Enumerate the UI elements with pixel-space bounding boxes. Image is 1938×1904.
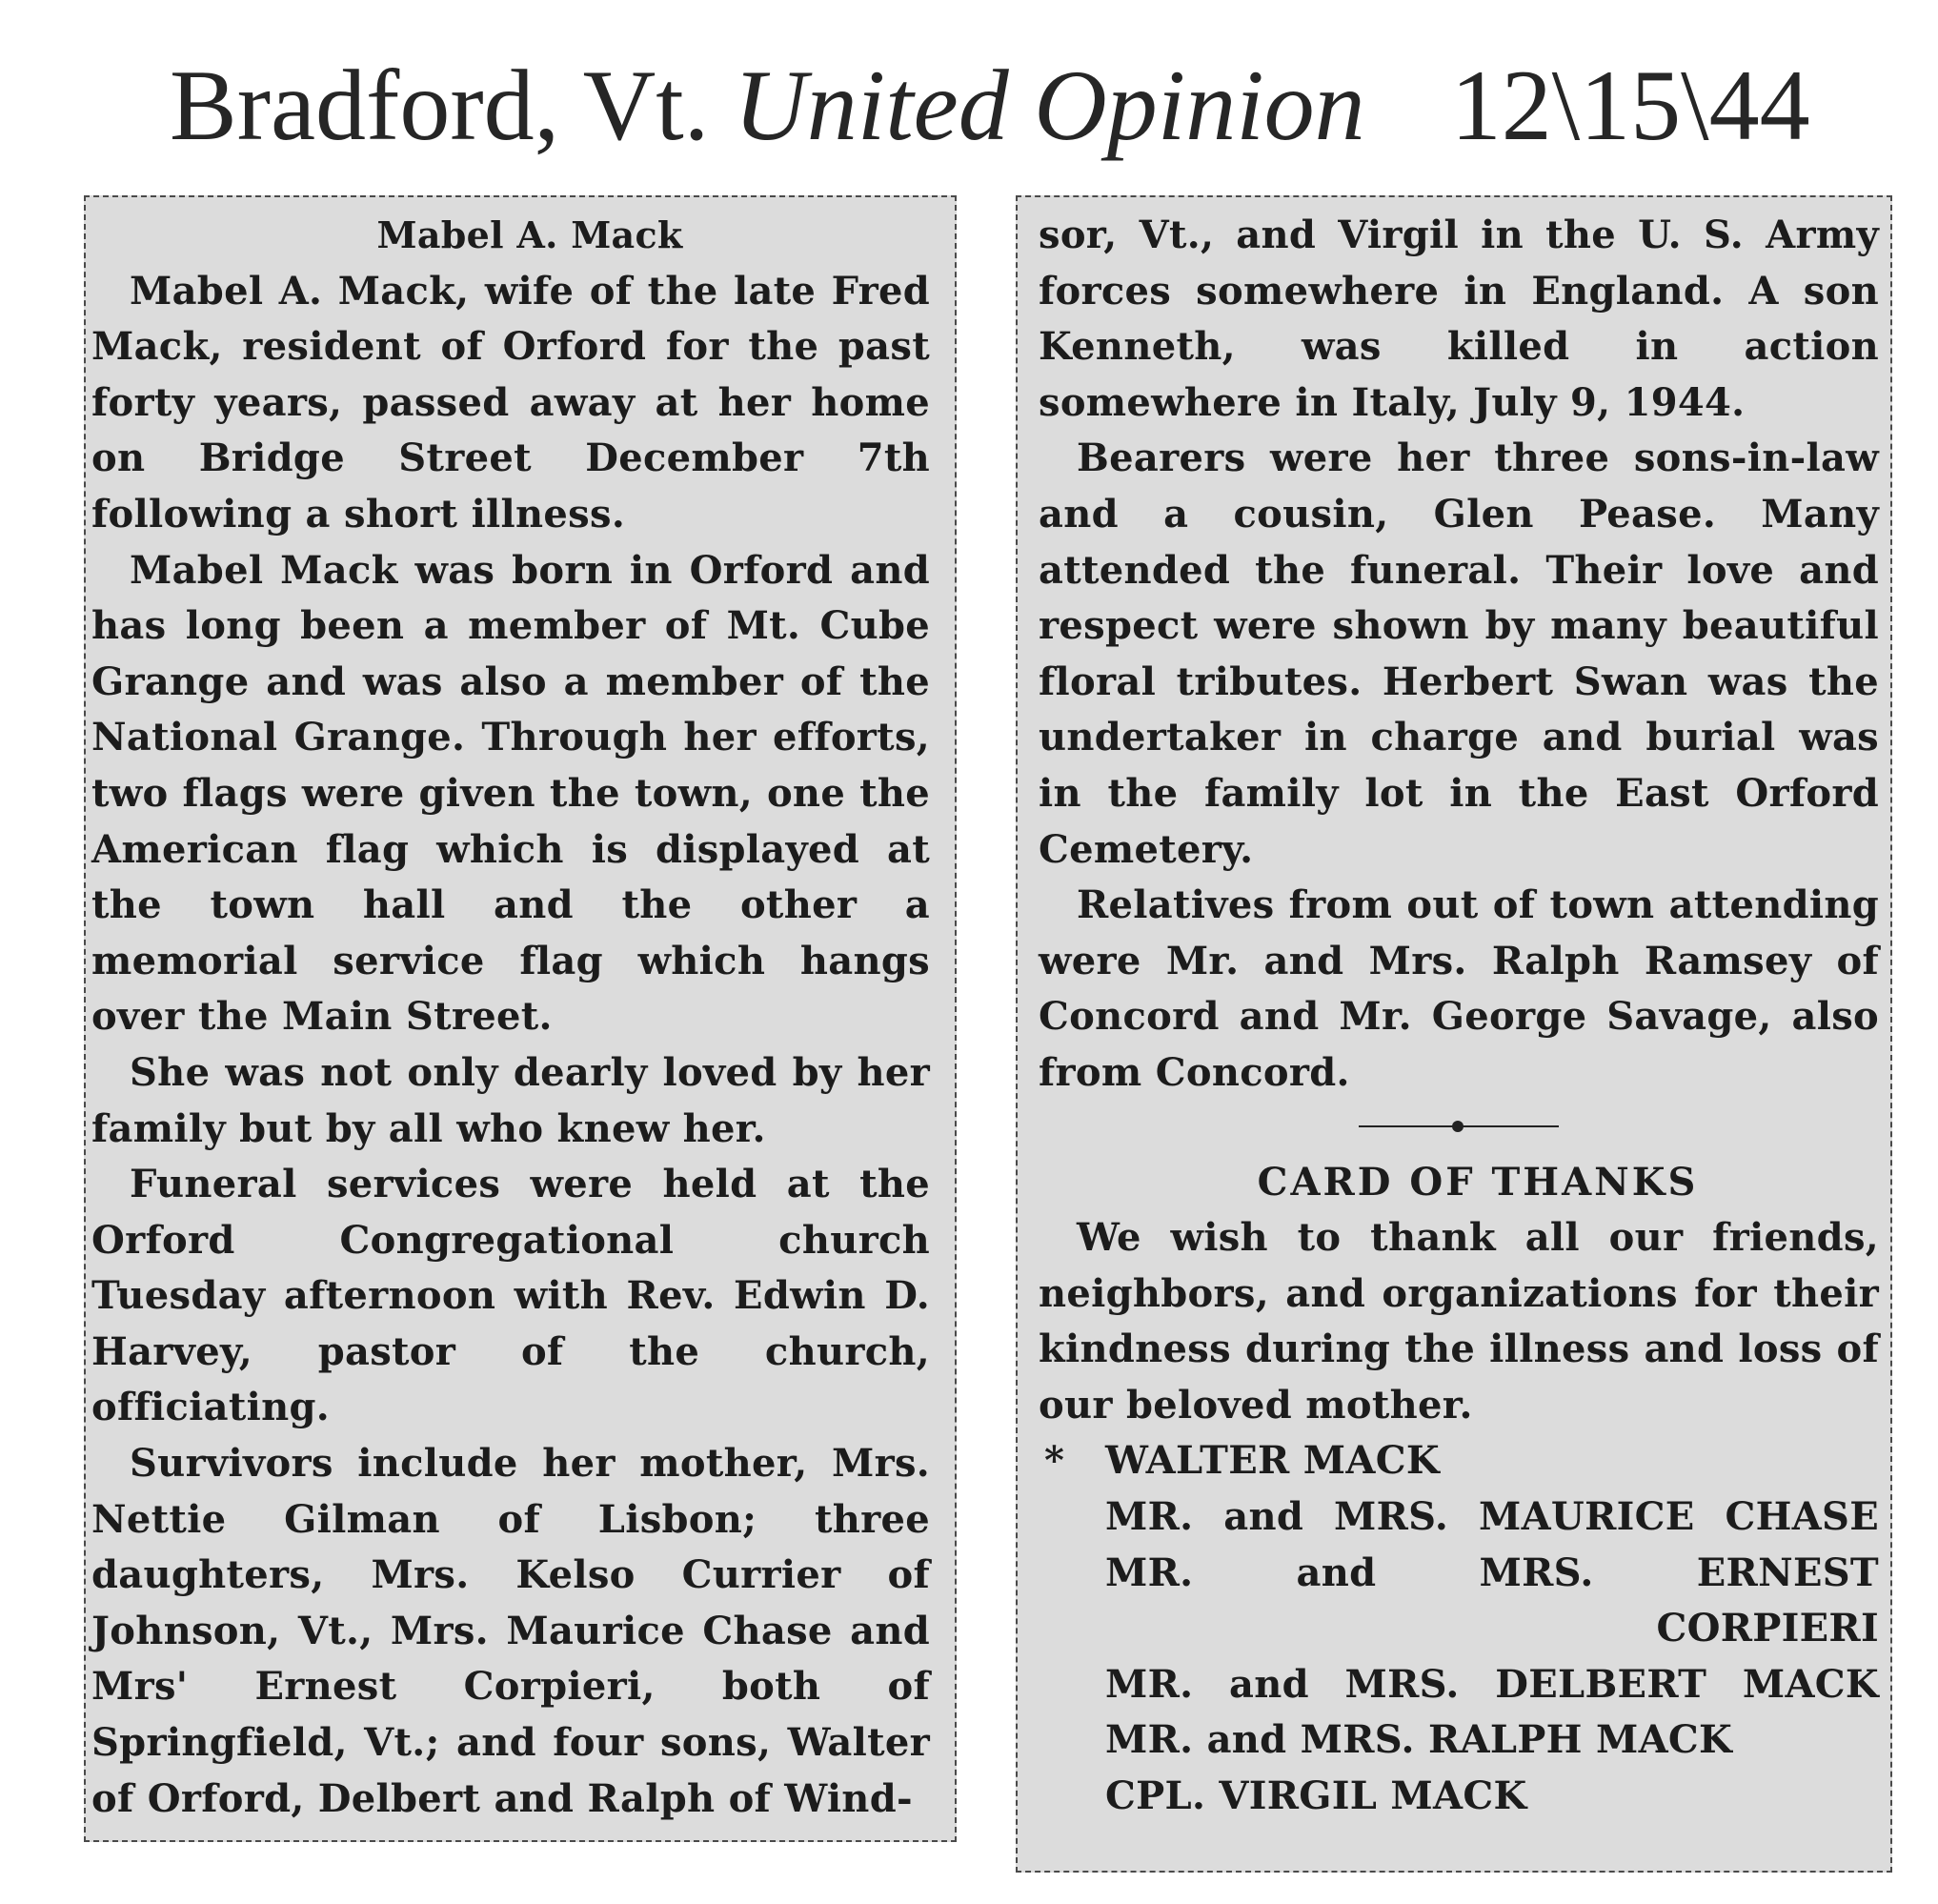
- obituary-paragraph: Funeral services were held at the Orford Congregational church Tuesday afternoon with Rev. Edwin D. Harvey, pastor of the church, officiating.: [91, 1162, 930, 1430]
- obituary-right-text: [1039, 208, 1879, 1825]
- signer-line: MR. and MRS. RALPH MACK: [1105, 1717, 1733, 1763]
- obituary-paragraph: Mabel Mack was born in Orford and has long been a member of Mt. Cube Grange and was also a member of the National Grange. Through her efforts, two flags were given the town, one the American flag which is displayed at the town hall and the other a memorial service flag which hangs over the Main Street.: [91, 547, 930, 1040]
- signer-line: CORPIERI: [1656, 1606, 1879, 1651]
- obituary-paragraph: She was not only dearly loved by her family but by all who knew her.: [91, 1049, 930, 1151]
- obituary-paragraph: Survivors include her mother, Mrs. Nettie Gilman of Lisbon; three daughters, Mrs. Kelso Currier of Johnson, Vt., Mrs. Maurice Chase and Mrs' Ernest Corpieri, both of Springfield, Vt.; and four sons, Walter of Orford, Delbert and Ralph of Wind-: [91, 1441, 930, 1821]
- section-divider: [1359, 1119, 1559, 1134]
- header-date: 12\15\44: [1450, 50, 1810, 161]
- divider-dot: [1452, 1121, 1464, 1132]
- clipping-header: [170, 50, 1810, 161]
- signer-line: MR. and MRS. ERNEST: [1105, 1550, 1879, 1595]
- header-paper-name: United Opinion: [734, 50, 1365, 161]
- obituary-paragraph: Relatives from out of town attending were Mr. and Mrs. Ralph Ramsey of Concord and Mr. George Savage, also from Concord.: [1039, 882, 1879, 1095]
- asterisk-mark: *: [1044, 1438, 1065, 1484]
- obituary-left-text: [91, 208, 930, 1827]
- obituary-continued: sor, Vt., and Virgil in the U. S. Army forces somewhere in England. A son Kenneth, was killed in action somewhere in Italy, July 9, 1944.: [1039, 213, 1879, 425]
- signer-line: [1044, 1433, 1879, 1489]
- signer-line: MR. and MRS. MAURICE CHASE: [1105, 1494, 1879, 1540]
- obituary-paragraph: Bearers were her three sons-in-law and a cousin, Glen Pease. Many attended the funeral. Their love and respect were shown by many beautiful floral tributes. Herbert Swan was the undertaker in charge and burial was in the family lot in the East Orford Cemetery.: [1039, 435, 1879, 872]
- card-of-thanks-body: We wish to thank all our friends, neighbors, and organizations for their kindness during the illness and loss of our beloved mother.: [1039, 1215, 1879, 1428]
- card-of-thanks-title: CARD OF THANKS: [1257, 1159, 1699, 1205]
- signer-list: [1039, 1433, 1879, 1824]
- obituary-title: Mabel A. Mack: [376, 213, 683, 256]
- obituary-paragraph: Mabel A. Mack, wife of the late Fred Mack, resident of Orford for the past forty years, passed away at her home on Bridge Street December 7th following a short illness.: [91, 268, 930, 537]
- signer-line: MR. and MRS. DELBERT MACK: [1105, 1661, 1879, 1707]
- header-place: Bradford, Vt.: [170, 50, 710, 161]
- signer-name: WALTER MACK: [1105, 1438, 1440, 1484]
- signer-line: CPL. VIRGIL MACK: [1105, 1773, 1527, 1819]
